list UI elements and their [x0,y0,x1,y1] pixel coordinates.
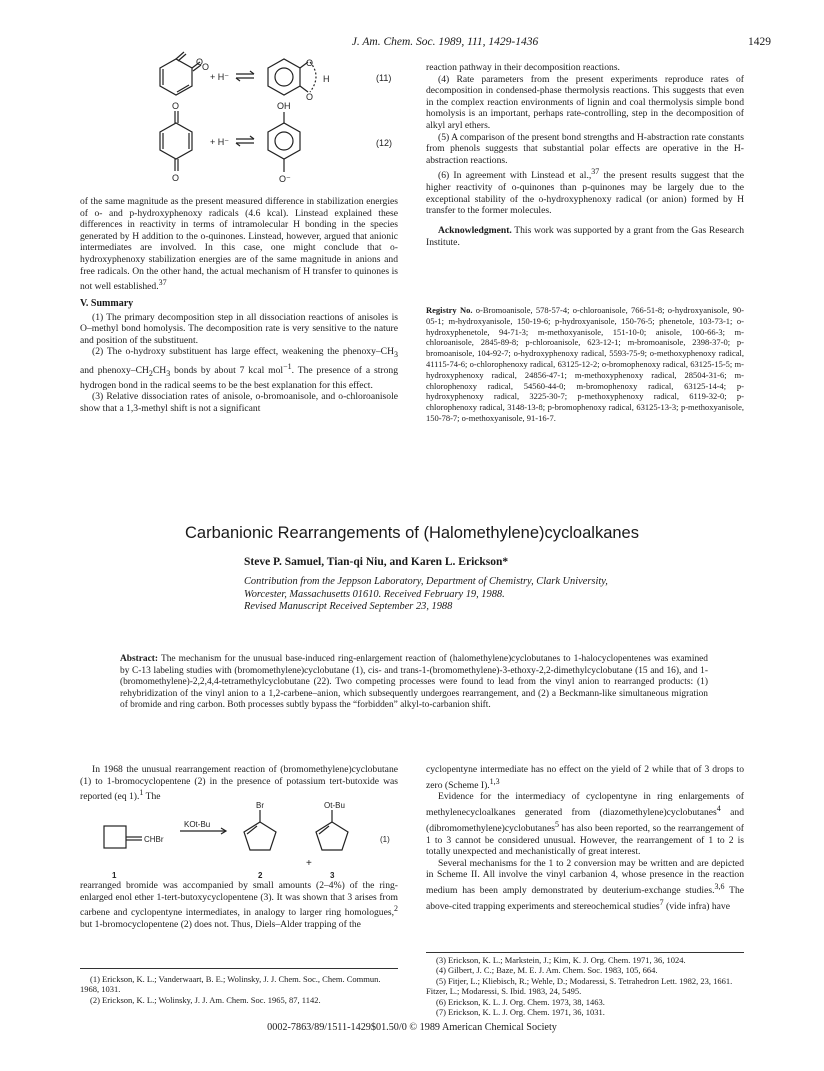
journal-citation: J. Am. Chem. Soc. 1989, 111, 1429-1436 [351,36,539,48]
eq1-reagent: KOt-Bu [184,820,211,829]
scheme-h-label: H [323,74,330,84]
summary-heading: V. Summary [80,297,134,309]
compound-2-label: 2 [258,871,263,880]
copyright-footer: 0002-7863/89/1511-1429$01.50/0 © 1989 American Chemical Society [267,1022,557,1033]
abstract: Abstract: The mechanism for the unusual base-induced ring-enlargement reaction of (halomethylene)cyclobutanes to 1-halocyclopentenes was examined by C-13 labeling studies with (bromomethylene)cyclobutane (1), cis- and trans-1-(bromomethylene)-3-ethoxy-2,2-dimethylcyclobutane (15 and 16), and 1-(bromomethylene)-2,2,4,4-tetramethylcyclobutane (22). Two competing processes were found to lead from the vinyl anion to rearranged products: (1) rehybridization of the vinyl anion to a 1,2-carbene–anion, which subsequently undergoes rearrangement, and (2) a Beckmann-like simultaneous migration of bromide and ring carbon. Both processes subtly bypass the “forbidden” alkyl-to-carbanion shift. [120,654,708,711]
footnote: (3) Erickson, K. L.; Markstein, J.; Kim, K. J. Org. Chem. 1971, 36, 1024. [436,955,686,965]
footnote: (7) Erickson, K. L. J. Org. Chem. 1971, 36, 1031. [436,1007,605,1018]
right-column-top [426,62,744,248]
scheme-o-label: O [306,58,314,68]
paragraph: reaction pathway in their decomposition reactions. [426,62,620,73]
scheme-eq11-eq12 [140,56,410,196]
footnote: (1) Erickson, K. L.; Vanderwaart, B. E.; Wolinsky, J. J. Chem. Soc., Chem. Commun. 1968, 1031. [80,974,381,995]
scheme-oh-label: OH [277,101,291,111]
scheme-o-label: O [306,92,314,102]
reference-marker: 37 [158,278,167,288]
summary-item: (3) Relative dissociation rates of anisole, o-bromoanisole, and o-chloroanisole show that a 1,3-methyl shift is not a significant [80,391,398,414]
scheme-plus-h: + H⁻ [210,72,230,82]
equation-1-scheme [80,801,400,882]
footnote: (4) Gilbert, J. C.; Baze, M. E. J. Am. Chem. Soc. 1983, 105, 664. [436,965,658,976]
paragraph: Evidence for the intermediacy of cyclopentyne in ring enlargements of methylenecycloalkanes generated from (diazomethylene)cyclobutanes$^4$ and (dibromomethylene)cyclobutanes$^5$ has also been reported, so the rearrangement of 1 to 3 cannot be considered unusual. However, the rearrangement of 1 to 2 is totally unexpected and mechanistically of great interest. [426,791,744,858]
footnote: (5) Fitjer, L.; Kliebisch, R.; Wehle, D.; Modaressi, S. Tetrahedron Lett. 1982, 23, 1661. Fitzer, L.; Modaressi, S. Ibid. 1983, 24, 5495. [426,975,733,997]
article-title: Carbanionic Rearrangements of (Halomethylene)cycloalkanes [185,524,639,542]
acknowledgment: Acknowledgment. This work was supported by a grant from the Gas Research Institute. [426,224,744,248]
eq1-label: (1) [380,835,390,844]
contribution-info: Contribution from the Jeppson Laboratory, Department of Chemistry, Clark University, Worcester, Massachusetts 01610. Received February 19, 1988. Revised Manuscript Received September 23, 1988 [244,576,608,613]
eq1-plus: + [306,858,312,869]
scheme-o-label: O [196,57,204,67]
eq11-label: (11) [376,73,392,83]
footnotes-right [426,955,744,1017]
summary-item: (2) The o-hydroxy substituent has large effect, weakening the phenoxy–$CH_3$ and phenoxy–$CH_2CH_3$ bonds by about 7 kcal mol$^{-1}$. The presence of a strong hydrogen bond in the radical seems to be the best explanation for this effect. [80,346,399,391]
body-left-column-continued [80,880,398,931]
eq1-otbu: Ot-Bu [324,801,345,810]
footnote: (2) Erickson, K. L.; Wolinsky, J. J. Am. Chem. Soc. 1965, 87, 1142. [90,994,321,1005]
eq12-label: (12) [376,138,393,148]
scheme-o-label: O [172,101,180,111]
paragraph: of the same magnitude as the present measured difference in stabilization energies of o- and p-hydroxyphenoxy radicals (4.6 kcal). Linstead explained these differences in reactivity in terms of intramolecular H bonding in the species generated by H addition to the o-quinones. Linstead, however, argued that anionic intermediates are involved. In this case, one might conclude that o-hydroxyphenoxy stabilization energies are of the same magnitude in anions and free radicals. On the other hand, the actual mechanism of H transfer to quinones is not well established.$^{37}$ [80,196,398,293]
paragraph: cyclopentyne intermediate has no effect on the yield of 2 while that of 3 drops to zero (Scheme I).$^{1,3}$ [426,764,744,791]
body-left-column [80,764,398,803]
eq1-br: Br [256,801,264,810]
scheme-o-label: O [202,62,210,72]
body-right-column [426,764,744,912]
page-number: 1429 [748,36,771,48]
scheme-plus-h: + H⁻ [210,137,230,147]
compound-1-label: 1 [112,871,117,880]
scheme-o-minus-label: O⁻ [279,174,291,184]
scheme-o-label: O [172,173,180,183]
article-authors: Steve P. Samuel, Tian-qi Niu, and Karen L. Erickson* [244,556,509,568]
eq1-chbr: CHBr [144,835,164,844]
left-column-top [80,196,398,414]
compound-3-label: 3 [330,871,335,880]
paragraph: In 1968 the unusual rearrangement reaction of (bromomethylene)cyclobutane (1) to 1-bromocyclopentene (2) in the presence of potassium tert-butoxide was reported (eq 1).$^1$ The [80,764,398,803]
footnote-rule [80,968,398,969]
registry-numbers: Registry No. o-Bromoanisole, 578-57-4; o-chloroanisole, 766-51-8; o-hydroxyanisole, 90-05-1; m-hydroxyanisole, 150-19-6; p-hydroxyanisole, 150-76-5; phenetole, 103-73-1; o-hydroxyphenetole, 94-71-3; m-methoxyanisole, 151-10-0; anisole, 100-66-3; m-chloroanisole, 2845-89-8; p-chloroanisole, 623-12-1; m-bromoanisole, 2398-37-0; p-bromoanisole, 104-92-7; o-hydroxyphenoxy radical, 5593-75-9; o-methoxyphenoxy radical, 41115-74-6; o-chlorophenoxy radical, 63125-12-2; o-bromophenoxy radical, 63125-15-5; m-hydroxyphenoxy radical, 24856-47-1; m-methoxyphenoxy radical, 28504-31-6; m-chlorophenoxy radical, 54560-44-0; m-bromophenoxy radical, 63125-14-4; p-hydroxyphenoxy radical, 3225-30-7; p-methoxyphenoxy radical, 6119-32-0; p-chlorophenoxy radical, 3148-13-8; p-bromophenoxy radical, 63125-13-3; p-methoxyanisole, 150-78-7; o-methoxyanisole, 91-16-7. [426,305,744,423]
summary-item: (5) A comparison of the present bond strengths and H-abstraction rate constants from phenols suggests that substantial polar effects are operative in the H-abstraction reactions. [426,131,744,166]
summary-item: (1) The primary decomposition step in all dissociation reactions of anisoles is O–methyl bond homolysis. The decomposition rate is very sensitive to the nature and position of the substituent. [80,311,398,346]
footnotes-left [80,974,398,1005]
paragraph: rearranged bromide was accompanied by small amounts (2–4%) of the ring-enlarged enol ether 1-tert-butoxycyclopentene (3). It was shown that 3 arises from carbene and cyclopentyne intermediates, in analogy to larger ring homologues,$^2$ but 1-bromocyclopentene (2) does not. Thus, Diels–Alder trapping of the [80,880,398,930]
summary-item: (4) Rate parameters from the present experiments reproduce rates of decomposition in condensed-phase thermolysis reactions. This suggests that even in the complex reaction environments of lignin and coal thermolysis simple bond homolysis is an important, perhaps rate-controlling, step in the decomposition of alkyl aryl ethers. [426,73,744,131]
footnote: (6) Erickson, K. L. J. Org. Chem. 1973, 38, 1463. [436,996,605,1007]
paragraph: Several mechanisms for the 1 to 2 conversion may be written and are depicted in Scheme II. All involve the vinyl carbanion 4, whose presence in the reaction medium has been amply demonstrated by deuterium-exchange studies.$^{3,6}$ The above-cited trapping experiments and stereochemical studies$^7$ (vide infra) have [426,857,744,912]
summary-item: (6) In agreement with Linstead et al.,$^{37}$ the present results suggest that the higher reactivity of o-quinones than p-quinones may be largely due to the exceptional stability of the o-hydroxyphenoxy radical (or anion) formed by H transfer to the former molecules. [426,167,744,217]
footnote-rule [426,952,744,953]
